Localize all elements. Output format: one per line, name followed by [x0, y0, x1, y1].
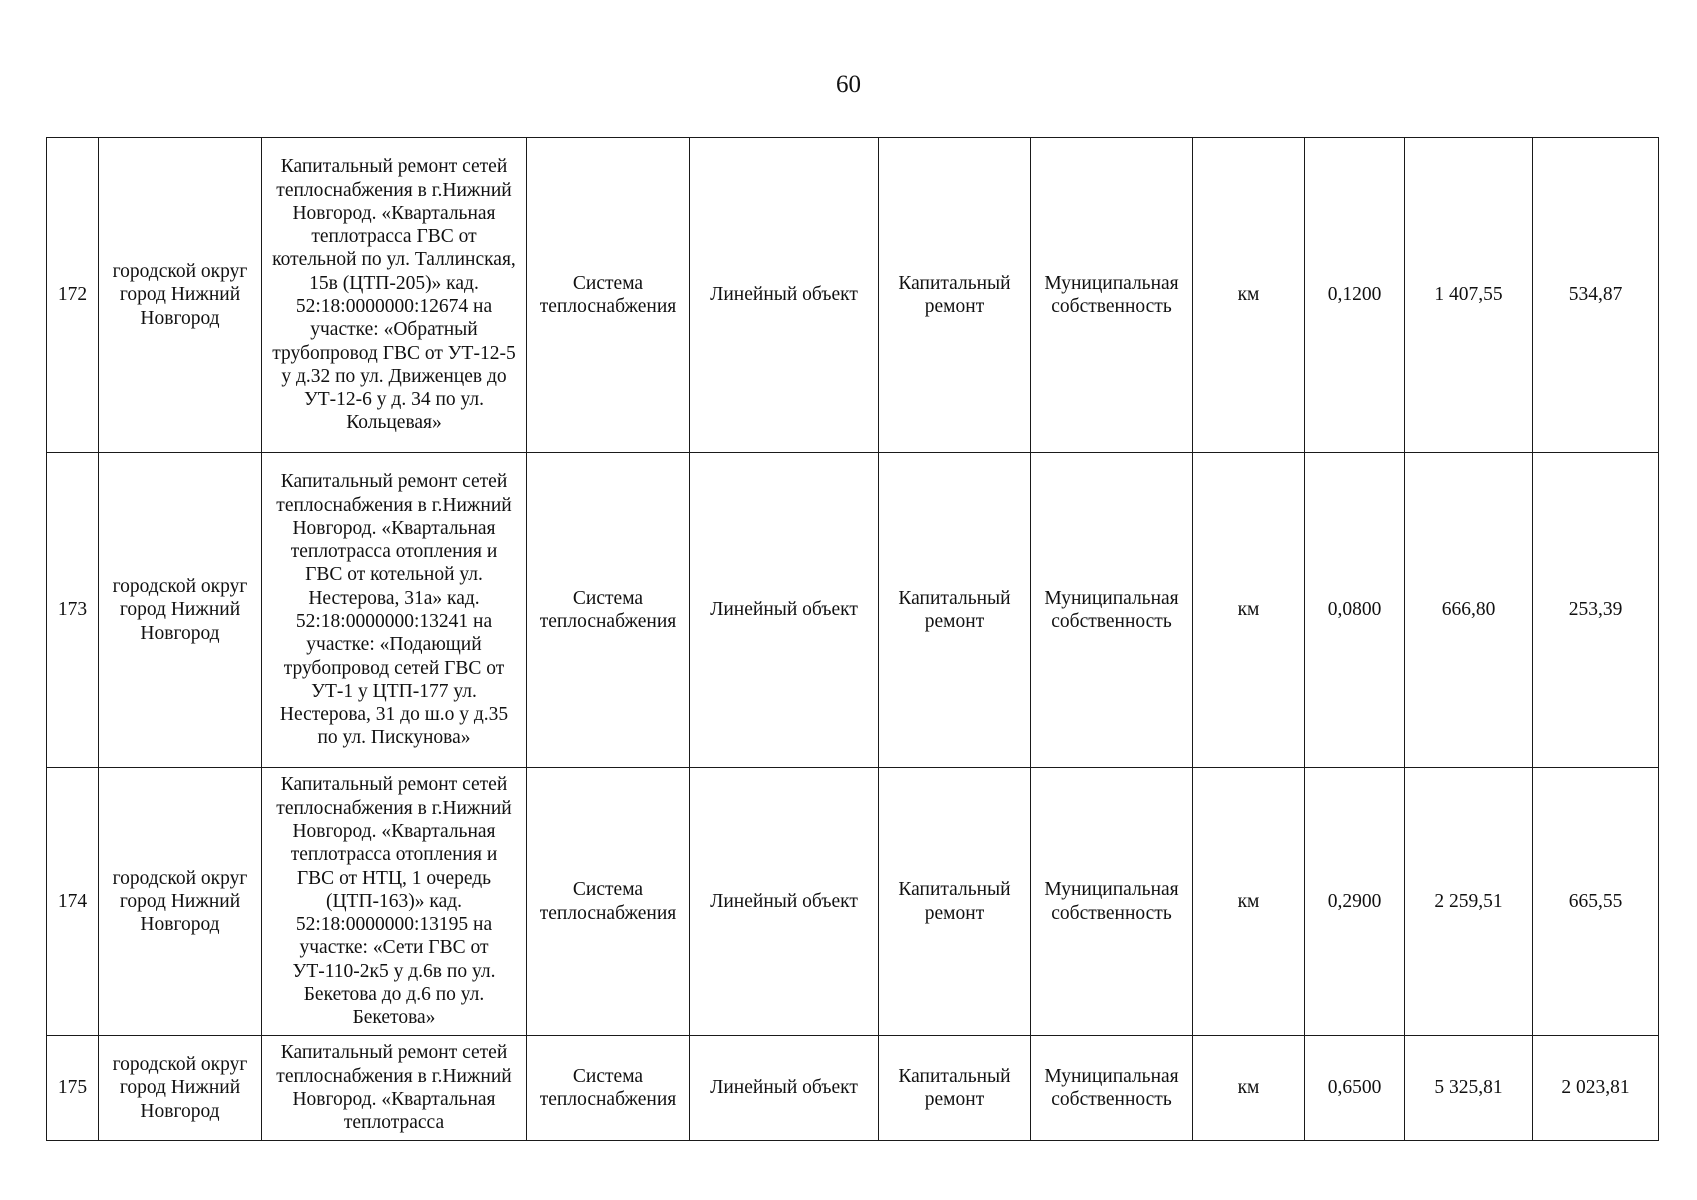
- row-number-cell: 173: [47, 453, 99, 768]
- work-type-cell: Капитальный ремонт: [879, 453, 1031, 768]
- description-cell: Капитальный ремонт сетей теплоснабжения в г.Нижний Новгород. «Квартальная теплотрасса отопления и ГВС от котельной ул. Нестерова, 31а» кад. 52:18:0000000:13241 на участке: «Подающий трубопровод сетей ГВС от УТ-1 у ЦТП-177 ул. Нестерова, 31 до ш.о у д.35 по ул. Пискунова»: [262, 453, 527, 768]
- object-type-cell: Линейный объект: [690, 138, 879, 453]
- length-cell: 0,6500: [1305, 1036, 1405, 1141]
- work-type-cell: Капитальный ремонт: [879, 1036, 1031, 1141]
- row-number-cell: 174: [47, 768, 99, 1036]
- row-number-cell: 175: [47, 1036, 99, 1141]
- municipality-cell: городской округ город Нижний Новгород: [99, 1036, 262, 1141]
- municipality-cell: городской округ город Нижний Новгород: [99, 453, 262, 768]
- table-row: [47, 1036, 1659, 1141]
- amount-cell: 253,39: [1533, 453, 1659, 768]
- ownership-cell: Муниципальная собственность: [1031, 768, 1193, 1036]
- length-cell: 0,1200: [1305, 138, 1405, 453]
- amount-cell: 665,55: [1533, 768, 1659, 1036]
- unit-cell: км: [1193, 453, 1305, 768]
- page-number: 60: [836, 71, 861, 98]
- cost-cell: 1 407,55: [1405, 138, 1533, 453]
- length-cell: 0,2900: [1305, 768, 1405, 1036]
- length-cell: 0,0800: [1305, 453, 1405, 768]
- municipality-cell: городской округ город Нижний Новгород: [99, 768, 262, 1036]
- unit-cell: км: [1193, 768, 1305, 1036]
- ownership-cell: Муниципальная собственность: [1031, 138, 1193, 453]
- object-type-cell: Линейный объект: [690, 1036, 879, 1141]
- ownership-cell: Муниципальная собственность: [1031, 453, 1193, 768]
- system-cell: Система теплоснабжения: [527, 453, 690, 768]
- object-type-cell: Линейный объект: [690, 768, 879, 1036]
- table-row: [47, 453, 1659, 768]
- municipality-cell: городской округ город Нижний Новгород: [99, 138, 262, 453]
- description-cell: Капитальный ремонт сетей теплоснабжения в г.Нижний Новгород. «Квартальная теплотрасса: [262, 1036, 527, 1141]
- unit-cell: км: [1193, 1036, 1305, 1141]
- work-type-cell: Капитальный ремонт: [879, 768, 1031, 1036]
- row-number-cell: 172: [47, 138, 99, 453]
- object-type-cell: Линейный объект: [690, 453, 879, 768]
- registry-table: [46, 137, 1659, 1141]
- table-row: [47, 768, 1659, 1036]
- table-row: [47, 138, 1659, 453]
- cost-cell: 5 325,81: [1405, 1036, 1533, 1141]
- description-cell: Капитальный ремонт сетей теплоснабжения в г.Нижний Новгород. «Квартальная теплотрасса отопления и ГВС от НТЦ, 1 очередь (ЦТП-163)» кад. 52:18:0000000:13195 на участке: «Сети ГВС от УТ-110-2к5 у д.6в по ул. Бекетова до д.6 по ул. Бекетова»: [262, 768, 527, 1036]
- cost-cell: 2 259,51: [1405, 768, 1533, 1036]
- system-cell: Система теплоснабжения: [527, 768, 690, 1036]
- unit-cell: км: [1193, 138, 1305, 453]
- amount-cell: 534,87: [1533, 138, 1659, 453]
- system-cell: Система теплоснабжения: [527, 1036, 690, 1141]
- ownership-cell: Муниципальная собственность: [1031, 1036, 1193, 1141]
- amount-cell: 2 023,81: [1533, 1036, 1659, 1141]
- description-cell: Капитальный ремонт сетей теплоснабжения в г.Нижний Новгород. «Квартальная теплотрасса ГВС от котельной по ул. Таллинская, 15в (ЦТП-205)» кад. 52:18:0000000:12674 на участке: «Обратный трубопровод ГВС от УТ-12-5 у д.32 по ул. Движенцев до УТ-12-6 у д. 34 по ул. Кольцевая»: [262, 138, 527, 453]
- system-cell: Система теплоснабжения: [527, 138, 690, 453]
- work-type-cell: Капитальный ремонт: [879, 138, 1031, 453]
- cost-cell: 666,80: [1405, 453, 1533, 768]
